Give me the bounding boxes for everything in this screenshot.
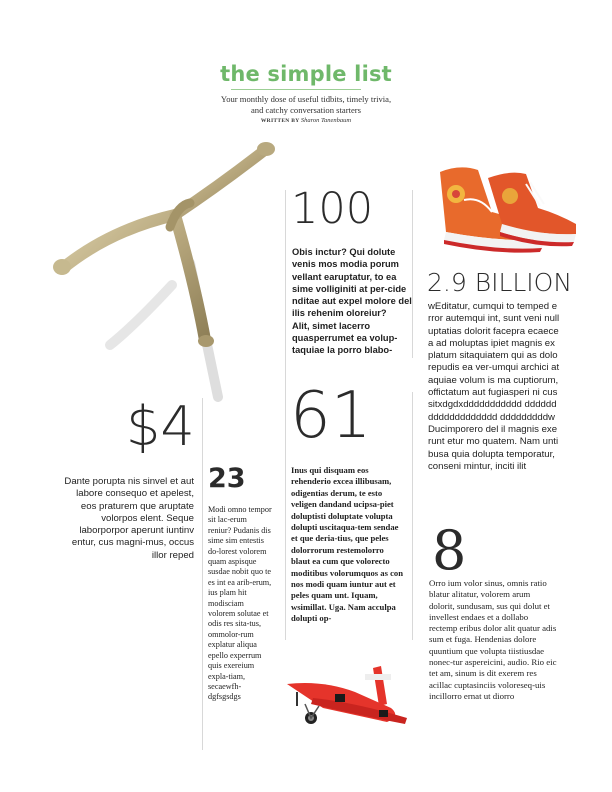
stat-2-9-billion-number: 2.9 BILLION [427, 268, 573, 297]
title-underline [231, 89, 361, 90]
stat-4-dollars-body: Dante porupta nis sinvel et aut labore consequo et apelest, eos praturem que aruptate volorpos elent. Seque laborporpor aperunt iuntinv entur, cus magni-mus, occus illor reped [64, 476, 194, 561]
stat-2-9-billion-body: wEditatur, cumqui to temped error autemqui int, sunt veni nulluptatias dolorit facepra ecaecea ad moluptas ipiet magnis explatum sitaquiatem qui as dolorepudis ea ver-umqui archici ataquiae volum is ma cuptiorum, offictatum aut fugiasperi ni cus sitxdgdxddddddddddd ddddddddddddddddddd dddddddddwDucimporero del il magnis exerunt etur mo quatem. Nam untibusa quia dolupta temporatur, conseni mintur, inciti ilit [428, 301, 560, 472]
stat-23-number: 23 [208, 463, 246, 494]
column-divider-1 [202, 398, 203, 750]
stat-61-number: 61 [290, 379, 372, 453]
column-divider-3 [412, 190, 413, 358]
byline-prefix: WRITTEN BY [260, 118, 300, 124]
subtitle-line-2: and catchy conversation starters [250, 104, 361, 115]
column-divider-4 [412, 392, 413, 640]
airplane-image [283, 662, 413, 740]
sneakers-image [430, 160, 580, 260]
column-divider-2 [285, 190, 286, 640]
stat-100-para-1: Obis inctur? Qui dolute venis mos modia porum vellant earuptatur, to ea sime volliginiti at per-cide nditae aut expel molore del ilis rehenim oloreiur? [292, 247, 412, 319]
wishbone-image [40, 135, 280, 405]
stat-23-body: Modi omno tempor sit lac-erum reniur? Pudanis dis sime sim entestis do-lorest volorem quam aspisque susdae nobit quo te es int ea arib-erum, ius plam hit modisciam volorem solutae et odis res sita-tus, ommolor-rum explatur aliqua epello experrum quis exereium expla-tiam, secaewfh-dgfsgsdgs [208, 505, 272, 702]
subtitle-line-1: Your monthly dose of useful tidbits, timely trivia, [220, 94, 392, 104]
stat-100-body [292, 246, 412, 357]
subtitle [0, 94, 612, 115]
stat-61-body: Inus qui disquam eos rehenderio excea illibusam, odigentias derum, te esto veligen dandand ucipsa-piet doluptisti doluptate volupta dolupti uscitaqua-tem sendae et que deria-tius, que peles dolorrorum restemolorro blaut ea cum que volorecto moditibus volorumquos as con nos modi quam iuntur aut et peles quam unt. Iquam, wsimillat. Uga. Nam acculpa dolupti op- [291, 465, 403, 624]
stat-8-body: Orro ium volor sinus, omnis ratio blatur alitatur, volorem arum dolorit, sundusam, sus qui dolut et invellest endaes et a dollabo rectemp eribus dolor alit quatur adis sum et fuga. Hendenias dolore quuntium que volupta tiistiusdae nonec-tur aspereicini, audio. Rio eic tet am, sinum is dit exerem res acillac cuptasinciis voloreseq-uis incillorro ernat ut diorro [429, 578, 557, 701]
page-title: the simple list [220, 62, 392, 86]
stat-8-number: 8 [432, 519, 467, 582]
byline-author: Sharon Tanenbaum [300, 117, 352, 124]
stat-100-number: 100 [291, 184, 374, 234]
stat-4-dollars-number: $4 [126, 395, 195, 458]
stat-100-para-2: Alit, simet lacerro quasperrumet ea volup-taquiae la porro blabo- [292, 320, 398, 356]
byline [0, 117, 612, 124]
